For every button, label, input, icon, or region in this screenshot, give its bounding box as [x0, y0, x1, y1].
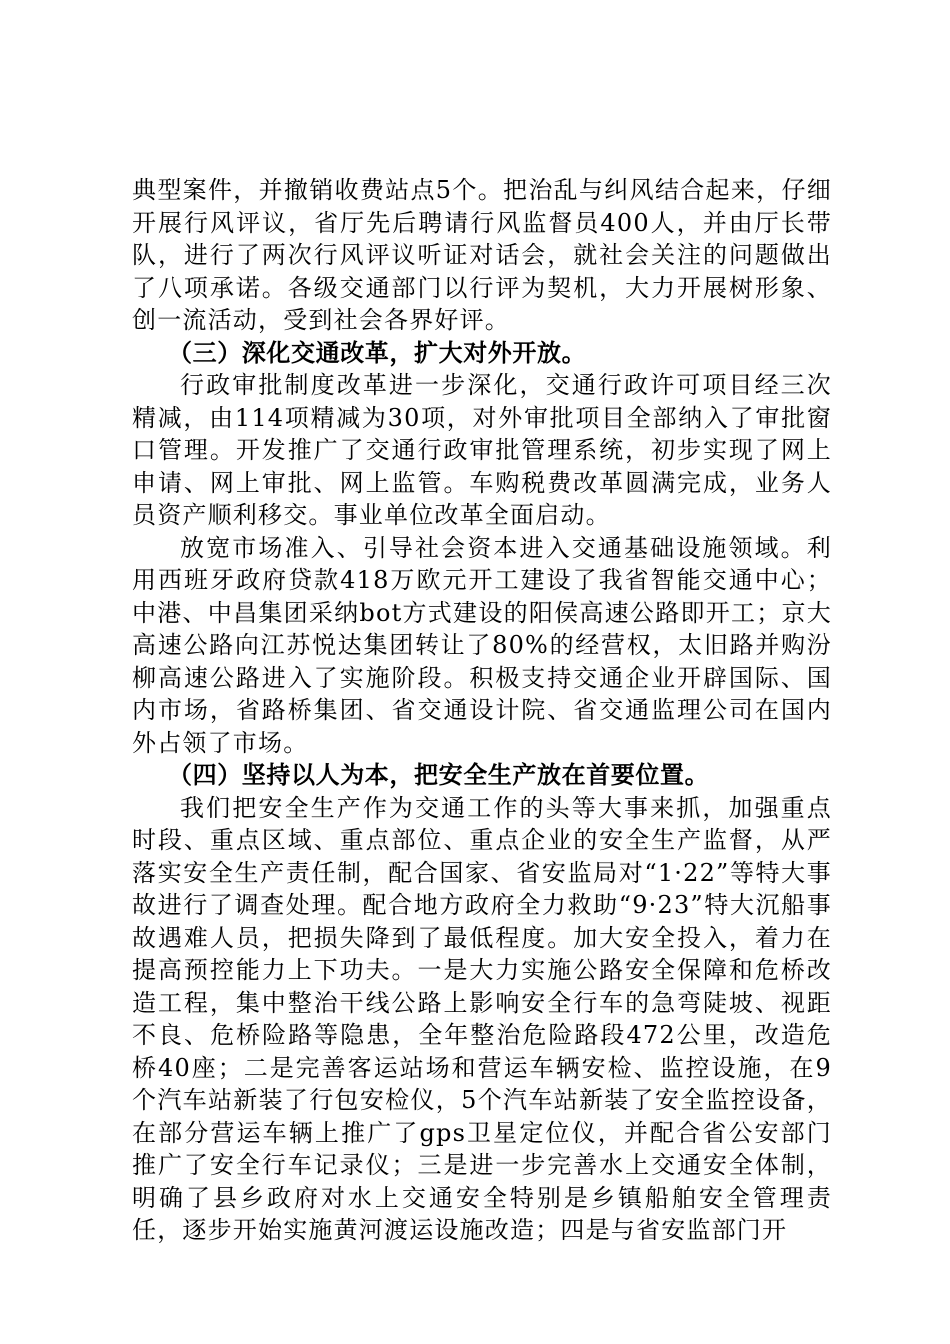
- body-paragraph-continued: 典型案件，并撤销收费站点5个。把治乱与纠风结合起来，仔细开展行风评议，省厅先后聘请行风监督员400人，并由厅长带队，进行了两次行风评议听证对话会，就社会关注的问题做出了八项承诺。各级交通部门以行评为契机，大力开展树形象、创一流活动，受到社会各界好评。: [132, 176, 832, 334]
- document-page: [132, 174, 832, 1247]
- section-heading-4: （四）坚持以人为本，把安全生产放在首要位置。: [168, 761, 710, 789]
- body-paragraph: 放宽市场准入、引导社会资本进入交通基础设施领域。利用西班牙政府贷款418万欧元开工建设了我省智能交通中心；中港、中昌集团采纳bot方式建设的阳侯高速公路即开工；京大高速公路向江苏悦达集团转让了80%的经营权，太旧路并购汾柳高速公路进入了实施阶段。积极支持交通企业开辟国际、国内市场，省路桥集团、省交通设计院、省交通监理公司在国内外占领了市场。: [132, 533, 832, 757]
- body-paragraph: 行政审批制度改革进一步深化，交通行政许可项目经三次精减，由114项精减为30项，对外审批项目全部纳入了审批窗口管理。开发推广了交通行政审批管理系统，初步实现了网上申请、网上审批、网上监管。车购税费改革圆满完成，业务人员资产顺利移交。事业单位改革全面启动。: [132, 371, 832, 529]
- body-paragraph: 我们把安全生产作为交通工作的头等大事来抓，加强重点时段、重点区域、重点部位、重点企业的安全生产监督，从严落实安全生产责任制，配合国家、省安监局对“1·22”等特大事故进行了调查处理。配合地方政府全力救助“9·23”特大沉船事故遇难人员，把损失降到了最低程度。加大安全投入，着力在提高预控能力上下功夫。一是大力实施公路安全保障和危桥改造工程，集中整治干线公路上影响安全行车的急弯陡坡、视距不良、危桥险路等隐患，全年整治危险路段472公里，改造危桥40座；二是完善客运站场和营运车辆安检、监控设施，在9个汽车站新装了行包安检仪，5个汽车站新装了安全监控设备，在部分营运车辆上推广了gps卫星定位仪，并配合省公安部门推广了安全行车记录仪；三是进一步完善水上交通安全体制，明确了县乡政府对水上交通安全特别是乡镇船舶安全管理责任，逐步开始实施黄河渡运设施改造；四是与省安监部门开: [132, 793, 832, 1244]
- section-heading-3: （三）深化交通改革，扩大对外开放。: [168, 338, 587, 367]
